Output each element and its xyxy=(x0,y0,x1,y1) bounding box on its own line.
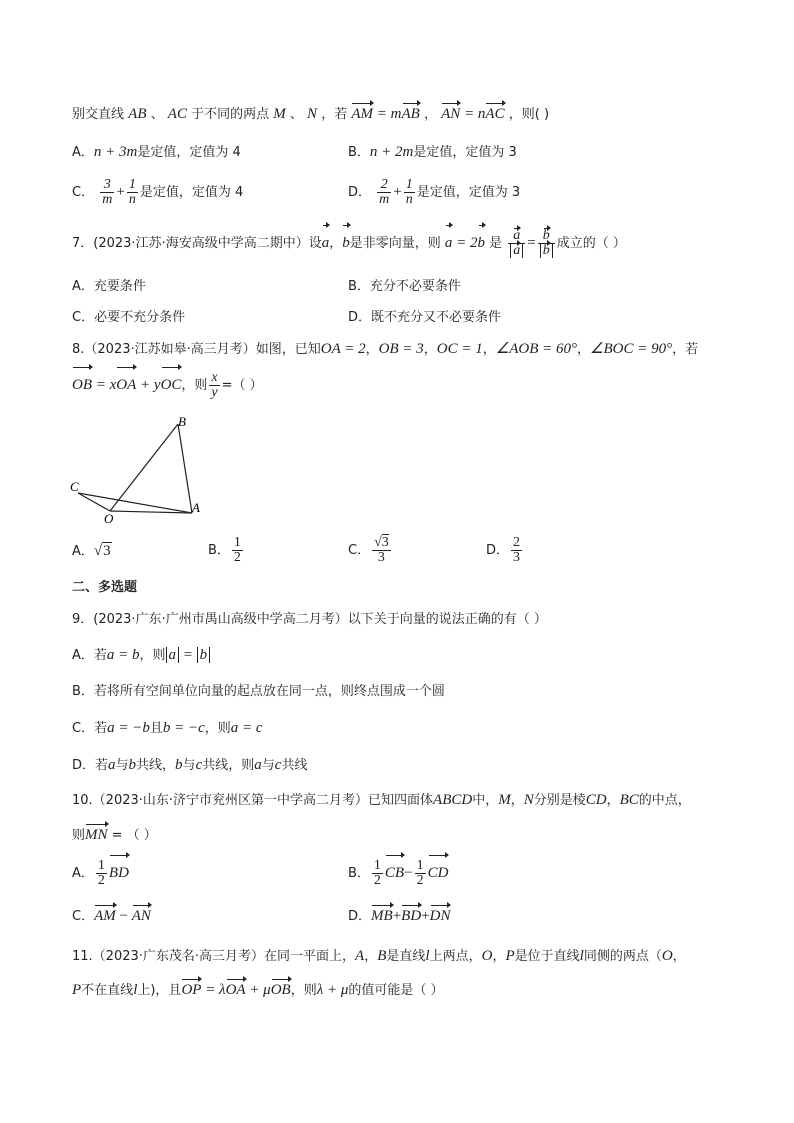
q9-option-a[interactable]: A．若a = b，则 a = b xyxy=(72,645,210,666)
q8-option-b[interactable]: B． $\frac{1}{2}$ xyxy=(208,535,241,565)
q10-option-d[interactable]: D．MB+BD+DN xyxy=(348,908,451,924)
fraction: $\frac{2}{m}$ xyxy=(379,177,390,207)
line-ab: AB xyxy=(128,106,147,122)
fraction: $\frac{2}{3}$ xyxy=(513,535,521,565)
fraction: $\frac{1}{n}$ xyxy=(128,177,136,207)
fraction: $\frac{1}{n}$ xyxy=(405,177,413,207)
q9-stem: 9．(2023·广东·广州市禺山高级中学高二月考）以下关于向量的说法正确的有（ ） xyxy=(72,612,547,627)
q10-stem-line1: 10.（2023·山东·济宁市兖州区第一中学高二月考）已知四面体ABCD中，M，N分别是棱CD，BC的中点， xyxy=(72,792,691,808)
segment-ob xyxy=(110,424,178,511)
q9-option-b[interactable]: B．若将所有空间单位向量的起点放在同一点，则终点围成一个圆 xyxy=(72,684,445,699)
fraction: $\frac{1}{2}$ xyxy=(97,858,105,888)
q7-option-c[interactable]: C．必要不充分条件 xyxy=(72,310,186,325)
section-title: 二、多选题 xyxy=(72,580,138,595)
q7-option-a[interactable]: A．充要条件 xyxy=(72,279,146,294)
q8-stem-line2: OB = xOA + yOC，则 $\frac{x}{y}$ =（ ） xyxy=(72,370,263,400)
point-label-o: O xyxy=(104,511,114,526)
fraction: $\frac{1}{2}$ xyxy=(373,858,381,888)
q8-option-d[interactable]: D． $\frac{2}{3}$ xyxy=(486,535,521,565)
q6-option-d[interactable]: D． $\frac{2}{m}$ + $\frac{1}{n}$ 是定值，定值为 3 xyxy=(348,177,521,207)
q10-stem-line2: 则MN = （ ） xyxy=(72,827,157,843)
fraction: $\frac{1}{2}$ xyxy=(416,858,424,888)
q10-option-a[interactable]: A． $\frac{1}{2}$ BD xyxy=(72,858,129,888)
fraction: $\frac{x}{y}$ xyxy=(211,370,218,400)
q7-option-b[interactable]: B．充分不必要条件 xyxy=(348,279,461,294)
line-ac: AC xyxy=(167,106,187,122)
q10-option-b[interactable]: B． $\frac{1}{2}$ CB− $\frac{1}{2}$ CD xyxy=(348,858,449,888)
vector-ab: AB xyxy=(401,106,420,122)
segment-ab xyxy=(178,424,192,513)
q6-option-a[interactable]: A．n + 3m是定值，定值为 4 xyxy=(72,144,241,160)
point-label-c: C xyxy=(70,479,79,494)
q11-stem-line2: P不在直线l上)，且OP = λOA + μOB，则λ + μ的值可能是（ ） xyxy=(72,982,444,998)
q8-option-a[interactable]: A．√3 xyxy=(72,543,111,559)
q6-option-c[interactable]: C． $\frac{3}{m}$ + $\frac{1}{n}$ 是定值，定值为 4 xyxy=(72,177,244,207)
q8-stem-line1: 8.（2023·江苏如皋·高三月考）如图，已知OA = 2，OB = 3，OC = 1，∠AOB = 60°，∠BOC = 90°，若 xyxy=(72,341,699,357)
q8-option-c[interactable]: C． $\frac{√3}{3}$ xyxy=(348,535,389,565)
q11-stem-line1: 11.（2023·广东茂名·高三月考）在同一平面上，A，B是直线l上两点，O，P是位于直线l同侧的两点（O， xyxy=(72,948,686,964)
fraction: $\frac{b}{b}$ xyxy=(538,229,555,258)
sqrt: √3 xyxy=(93,543,111,559)
q9-option-d[interactable]: D．若a与b共线，b与c共线，则a与c共线 xyxy=(72,757,308,773)
q6-stem: 别交直线 AB 、 AC 于不同的两点 M 、 N ，若 AM = mAB ， AN = nAC ，则( ) xyxy=(72,106,550,122)
vector-ac: AC xyxy=(485,106,505,122)
q7-stem: 7．(2023·江苏·海安高级中学高二期中）设a，b是非零向量，则 a = 2b 是 $\frac{a}{a}$ = $\frac{b}{b}$ 成立的（ ） xyxy=(72,228,626,258)
q10-option-c[interactable]: C．AM − AN xyxy=(72,908,151,924)
q9-option-c[interactable]: C．若a = −b且b = −c，则a = c xyxy=(72,720,263,736)
q8-figure xyxy=(64,412,214,530)
fraction: $\frac{3}{m}$ xyxy=(102,177,113,207)
fraction: $\frac{a}{a}$ xyxy=(508,229,525,258)
fraction: $\frac{1}{2}$ xyxy=(233,535,241,565)
point-label-a: A xyxy=(192,500,200,515)
point-label-b: B xyxy=(178,414,186,429)
vector-am: AM xyxy=(351,106,374,122)
vector-an: AN xyxy=(441,106,461,122)
fraction: $\frac{√3}{3}$ xyxy=(374,535,389,565)
q6-option-b[interactable]: B．n + 2m是定值，定值为 3 xyxy=(348,144,517,160)
q7-option-d[interactable]: D．既不充分又不必要条件 xyxy=(348,310,502,325)
